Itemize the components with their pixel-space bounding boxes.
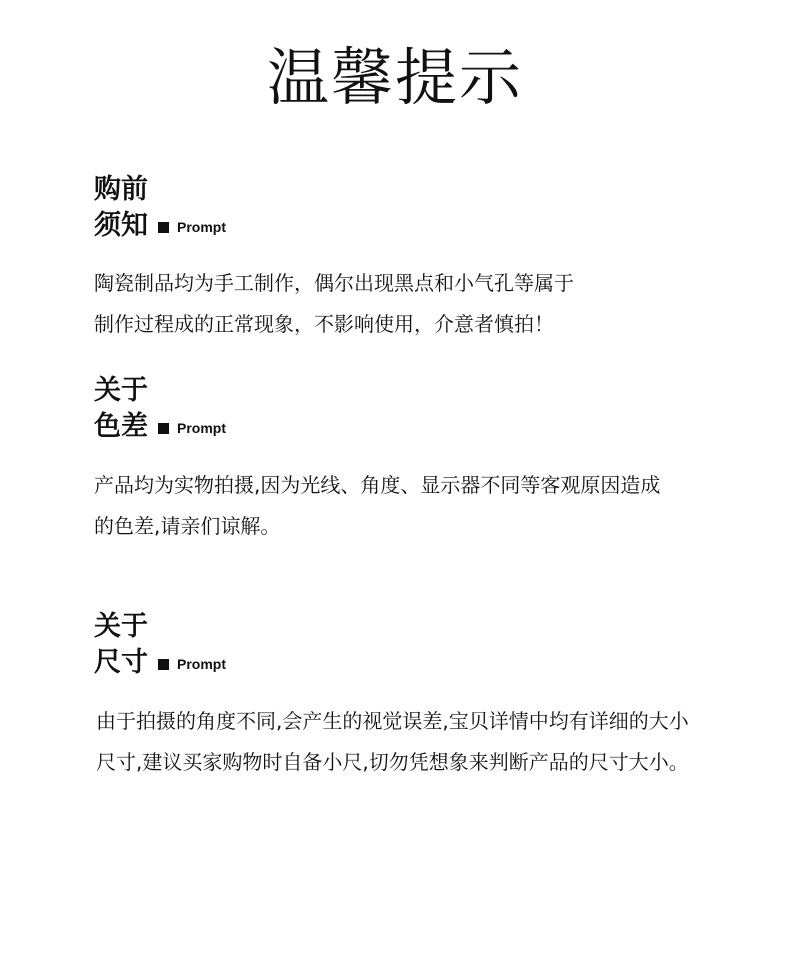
prompt-label: Prompt bbox=[177, 420, 226, 436]
body-line: 制作过程成的正常现象，不影响使用，介意者慎拍！ bbox=[94, 312, 554, 336]
body-line: 陶瓷制品均为手工制作，偶尔出现黑点和小气孔等属于 bbox=[94, 271, 574, 295]
body-line: 的色差,请亲们谅解。 bbox=[94, 514, 281, 538]
section-body bbox=[94, 465, 754, 547]
heading-line-2: 须知 bbox=[94, 210, 148, 241]
prompt-label: Prompt bbox=[177, 656, 226, 672]
heading-line-1: 关于 bbox=[94, 375, 148, 406]
section-color-difference bbox=[94, 373, 754, 547]
square-bullet-icon bbox=[158, 659, 169, 670]
heading-line-1: 关于 bbox=[94, 611, 148, 642]
heading-line-2-row bbox=[94, 645, 754, 682]
section-heading bbox=[94, 172, 754, 245]
heading-line-2: 尺寸 bbox=[94, 647, 148, 678]
prompt-label: Prompt bbox=[177, 219, 226, 235]
section-body bbox=[94, 263, 754, 345]
body-line: 由于拍摄的角度不同,会产生的视觉误差,宝贝详情中均有详细的大小 bbox=[96, 709, 689, 733]
section-body bbox=[94, 701, 754, 783]
body-line: 尺寸,建议买家购物时自备小尺,切勿凭想象来判断产品的尺寸大小。 bbox=[96, 750, 689, 774]
page-title: 温馨提示 bbox=[266, 41, 523, 114]
heading-line-2: 色差 bbox=[94, 411, 148, 442]
square-bullet-icon bbox=[158, 423, 169, 434]
square-bullet-icon bbox=[158, 222, 169, 233]
section-before-purchase bbox=[94, 172, 754, 345]
heading-line-2-row bbox=[94, 208, 754, 245]
heading-line-2-row bbox=[94, 409, 754, 446]
section-heading bbox=[94, 373, 754, 446]
heading-line-1: 购前 bbox=[94, 174, 148, 205]
section-heading bbox=[94, 609, 754, 682]
body-line: 产品均为实物拍摄,因为光线、角度、显示器不同等客观原因造成 bbox=[94, 473, 661, 497]
section-size bbox=[94, 609, 754, 783]
